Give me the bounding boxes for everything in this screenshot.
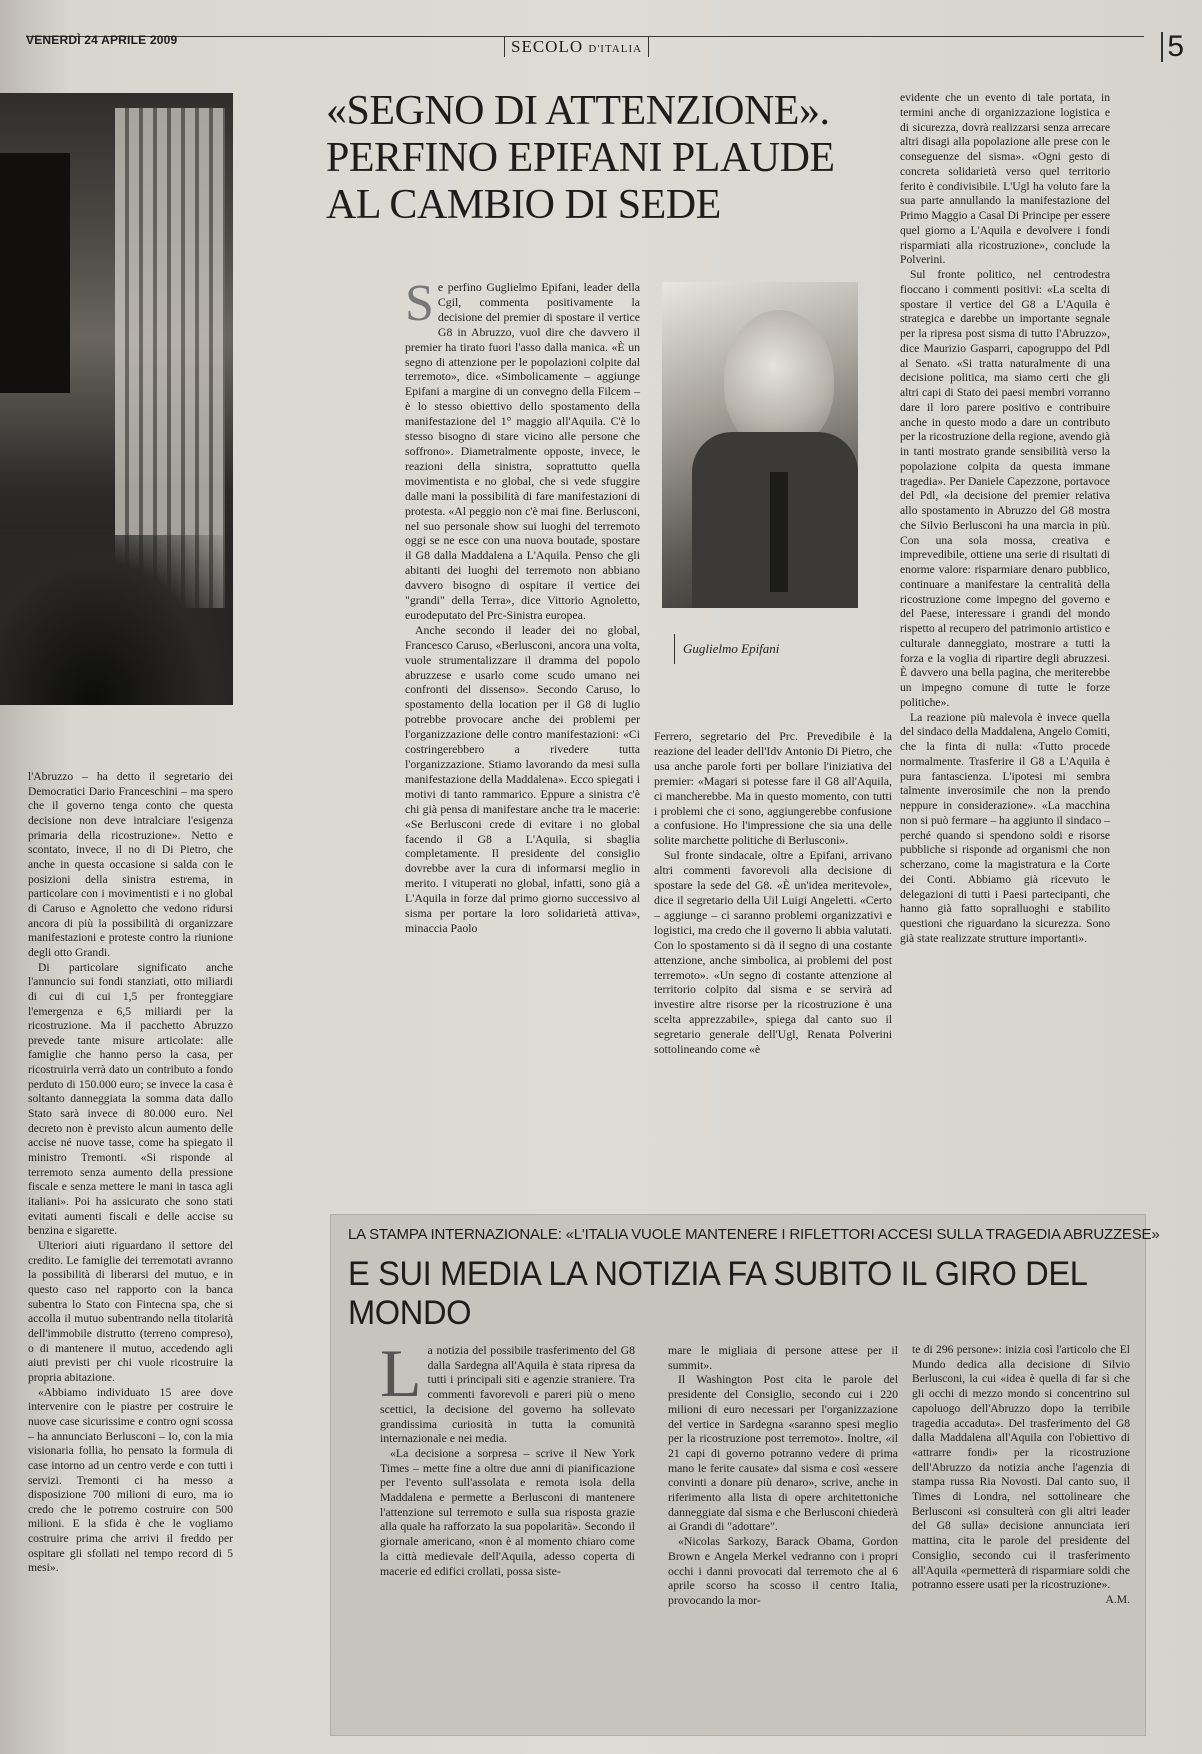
left-paragraph: Ulteriori aiuti riguardano il settore del credito. Le famiglie dei terremotati avranno la possibilità di liberarsi del mutuo, e in questo caso nel rapporto con la banca subentra lo Stato con Fintecna spa, che si accolla il mutuo subentrando nella titolarità dell'immobile distrutto (terreno compreso), o di mantenere il mutuo, accedendo agli aiuti previsti per chi vuole ricostruire la propria abitazione. [28, 1239, 233, 1384]
epifani-photo [662, 282, 858, 608]
crowd-flag-photo [0, 93, 233, 705]
sidebar-paragraph-text: a notizia del possibile trasferimento del G8 dalla Sardegna all'Aquila è stata ripresa da tutti i principali siti e agenzie straniere. Tra commenti favorevoli e pareri più o meno scettici, la decisione del governo ha sollevato grandissima curiosità in tutta la comunità internazionale e nei media. [380, 1343, 635, 1446]
photo-tie-shape [770, 472, 788, 592]
sidebar-paragraph: Il Washington Post cita le parole del presidente del Consiglio, secondo cui i 220 milioni di euro necessari per l'organizzazione del vertice in Sardegna «saranno spesi meglio per la ricostruzione post terremoto». Inoltre, «il 21 capi di governo potranno vedere di prima mano le ferite causate» dal sisma e così «essere convinti a donare più denaro», scrive, anche in riferimento alla lista di opere architettoniche danneggiate dal sisma e che Berlusconi chiederà ai Grandi di "adottare". [668, 1372, 898, 1534]
flag-shape [0, 153, 70, 393]
newspaper-name-suffix: D'ITALIA [588, 43, 643, 55]
sidebar-paragraph: mare le migliaia di persone attese per il summit». [668, 1343, 898, 1372]
sidebar-title: E SUI MEDIA LA NOTIZIA FA SUBITO IL GIRO DEL MONDO [348, 1255, 1087, 1332]
sidebar-paragraph: «La decisione a sorpresa – scrive il New York Times – mette fine a oltre due anni di pianificazione per l'evento sull'assolata e remota isola della Maddalena e permette a Berlusconi di mantenere l'attenzione sul terremoto e sulla sua risposta grazie alla quale ha rafforzato la sua popolarità». Secondo il giornale americano, «non è al momento chiaro come la città medievale dell'Aquila, adesso coperta di macerie ed edifici crollati, possa siste- [380, 1445, 635, 1578]
photo-head-shape [724, 310, 834, 450]
left-paragraph: l'Abruzzo – ha detto il segretario dei Democratici Dario Franceschini – ma spero che il governo tenga conto che questa decisione non deve intralciare l'esigenza primaria della ricostruzione». Netto e scontato, invece, il no di Di Pietro, che anche in questa occasione si salda con le posizioni della sinistra estrema, in particolare con i movimentisti e i no global di Caruso e Agnoletto che vedono ridursi ancora di più la possibilità di organizzare manifestazioni e proteste contro la riunione degli otto Grandi. [28, 770, 233, 959]
crowd-shape [0, 535, 233, 705]
article-column-3 [654, 729, 892, 1057]
sidebar-column-3 [912, 1343, 1130, 1608]
sidebar-column-2 [668, 1343, 898, 1608]
drop-cap: S [405, 275, 434, 332]
photo-caption: Guglielmo Epifani [674, 634, 779, 664]
article-paragraph: Ferrero, segretario del Prc. Prevedibile è la reazione del leader dell'Idv Antonio Di Pietro, che usa anche parole forti per bollare l'iniziativa del premier: «Magari si potesse fare il G8 all'Aquila, ci mancherebbe. Ma in questo momento, con tutti i problemi che ci sono, aggiungerebbe confusione a confusione. Ho l'impressione che sia una delle solite marchette politiche di Berlusconi». [654, 729, 892, 848]
sidebar-kicker: LA STAMPA INTERNAZIONALE: «L'ITALIA VUOLE MANTENERE I RIFLETTORI ACCESI SULLA TRAGEDIA ABRUZZESE» [348, 1226, 1160, 1243]
sidebar-column-1 [380, 1335, 635, 1578]
masthead [26, 28, 1184, 63]
article-paragraph: evidente che un evento di tale portata, in termini anche di organizzazione logistica e di sicurezza, dovrà realizzarsi senza arrecare altri disagi alla popolazione alle prese con le conseguenze del sisma». «Ogni gesto di concreta solidarietà verso quel territorio ferito è condivisibile. L'Ugl ha voluto fare la sua parte annullando la manifestazione del Primo Maggio a Casal Di Principe per essere quel giorno a L'Aquila e devolvere i fondi risparmiati alla ricostruzione», conclude la Polverini. [900, 91, 1110, 267]
article-paragraph-text: e perfino Guglielmo Epifani, leader della Cgil, commenta positivamente la decisione del premier di spostare il vertice G8 in Abruzzo, vuol dire che davvero il premier ha tirato fuori l'asso dalla manica. «È un segno di attenzione per le popolazioni colpite dal terremoto», dice. «Simbolicamente – aggiunge Epifani a margine di un convegno della Filcem – è lo stesso obiettivo dello spostamento della manifestazione del 1° maggio all'Aquila. C'è lo stesso bisogno di stare vicino alle persone che soffrono». Diametralmente opposte, invece, le reazioni della sinistra, soprattutto quella movimentista e no global, che si vede sfuggire dalle mani la possibilità di fare manifestazioni di protesta. «Al peggio non c'è mai fine. Berlusconi, nel suo personale show sui luoghi del terremoto oggi se ne esce con una nuova boutade, spostare il G8 dalla Maddalena a L'Aquila. Penso che gli abitanti dei luoghi del terremoto non abbiano davvero bisogno di ospitare il vertice dei "grandi" della Terra», dice Vittorio Agnoletto, eurodeputato del Prc-Sinistra europea. [405, 280, 640, 622]
page-number: 5 [1161, 32, 1184, 62]
article-column-4 [900, 91, 1110, 947]
article-paragraph: La reazione più malevola è invece quella del sindaco della Maddalena, Angelo Comiti, che la finta di nulla: «Tutto procede normalmente. Trasferire il G8 a L'Aquila è pura fantascienza. L'ipotesi mi sembra talmente inverosimile che non la prendo neppure in considerazione». «La macchina non si può fermare – ha aggiunto il sindaco – perché quando si spendono soldi e risorse pubbliche si risponde ad organismi che non scherzano, come la magistratura e la Corte dei Conti. Abbiamo già ricevuto le delegazioni di tutti i Paesi partecipanti, che hanno già fatto sopralluoghi e stabilito questioni che riguardano la sicurezza. Sono già state realizzate strutture importanti». [900, 710, 1110, 945]
article-paragraph [405, 275, 640, 623]
article-paragraph: Sul fronte politico, nel centrodestra fioccano i commenti positivi: «La scelta di spostare il vertice del G8 a L'Aquila è strategica e darebbe un importante segnale per la ripresa post sisma di tutto l'Abruzzo», dice Maurizio Gasparri, capogruppo del Pdl al Senato. «Si tratta naturalmente di una decisione politica, ma siamo certi che gli altri capi di Stato dei paesi membri vorranno dare il loro parere positivo e contribuire anche in questo modo a dare un contributo per la ricostruzione della regione, avendo già in tanti mostrato grande sensibilità verso la popolazione colpita da questa immane tragedia». Per Daniele Capezzone, portavoce del Pdl, «la decisione del premier relativa allo spostamento in Abruzzo del G8 mostra che Silvio Berlusconi ha una marcia in più. Con una sola mossa, creativa e imprevedibile, ottiene una serie di risultati di enorme valore: risparmiare denaro pubblico, continuare a manifestare la centralità della ricostruzione come impegno del governo e del Paese, interessare i grandi del mondo rispetto al recupero del patrimonio artistico e culturale danneggiato, mostrare a tutti la forza e la voglia di ripartire degli abruzzesi. È davvero una bella pagina, che meriterebbe un impegno comune di tutte le forze politiche». [900, 268, 1110, 709]
article-column-2 [405, 275, 640, 936]
sidebar-signature: A.M. [1105, 1592, 1130, 1606]
sidebar-paragraph [380, 1335, 635, 1446]
article-paragraph: Sul fronte sindacale, oltre a Epifani, arrivano altri commenti favorevoli alla decisione di spostare la sede del G8. «È un'idea meritevole», dice il segretario della Uil Luigi Angeletti. «Certo – aggiunge – ci saranno problemi organizzativi e logistici, ma credo che il governo li abbia valutati. Con lo spostamento si dà il segno di una costante attenzione, anche simbolica, ai problemi del post terremoto». «Un segno di costante attenzione al territorio colpito dal sisma e se servirà ad investire altre risorse per la ricostruzione è una scelta apprezzabile», spiega dal canto suo il segretario generale dell'Ugl, Renata Polverini sottolineando come «è [654, 848, 892, 1057]
issue-date: VENERDÌ 24 APRILE 2009 [26, 33, 178, 47]
left-paragraph: Di particolare significato anche l'annuncio sui fondi stanziati, otto miliardi di cui di cui 1,5 per fronteggiare l'emergenza e 6,5 miliardi per la ricostruzione. Ma il pacchetto Abruzzo prevede tante misure articolate: alle famiglie che hanno perso la casa, per ricostruirla verrà dato un contributo a fondo perduto di 150.000 euro; se invece la casa è soltanto danneggiata la somma data dallo Stato sarà invece di 80.000 euro. Nel decreto non è previsto alcun aumento delle accise né nuove tasse, come ha spiegato il ministro Tremonti. «Si risponde al terremoto senza aumento della pressione fiscale e senza mettere le mani in tasca agli italiani». Poi ha assicurato che sono stati evitati aumenti fiscali e delle accise su benzina e sigarette. [28, 960, 233, 1238]
article-paragraph: Anche secondo il leader dei no global, Francesco Caruso, «Berlusconi, ancora una volta, vuole strumentalizzare il dramma del popolo abruzzese e usarlo come scudo umano nei confronti del dissenso». Secondo Caruso, lo spostamento della location per il G8 di luglio potrebbe provocare anche dei problemi per l'organizzazione delle contro manifestazioni: «Ci costringerebbero a rivedere tutta l'organizzazione. Stiamo lavorando da mesi sulla manifestazione della Maddalena». Ecco spiegati i motivi di tanto rammarico. Eppure a sinistra c'è chi già pensa di manifestare anche tra le macerie: «Se Berlusconi crede di evitare i no global facendo il G8 a L'Aquila, si sbaglia completamente. Il presidente del consiglio dovrebbe aver la cura di informarsi meglio in merito. I vituperati no global, infatti, sono già a L'Aquila in forze dal primo giorno successivo al sisma per portare la loro solidarietà attiva», minaccia Paolo [405, 622, 640, 935]
newspaper-name [504, 37, 649, 57]
left-column [28, 770, 233, 1576]
left-paragraph: «Abbiamo individuato 15 aree dove intervenire con le piastre per costruire le nuove case sicurissime e contro ogni scossa – ha annunciato Berlusconi – Io, con la mia visionaria follia, ho pensato la formula di case intorno ad un centro verde e con tutti i servizi. Tremonti ci ha messo a disposizione 700 milioni di euro, ma io credo che le potremo costruire con 500 milioni. E la sfida è che le vogliamo costruire prima che arrivi il freddo per ospitare gli sfollati nel tempo record di 5 mesi». [28, 1385, 233, 1575]
window-shape [115, 108, 225, 608]
article-headline: «SEGNO DI ATTENZIONE». PERFINO EPIFANI PLAUDE AL CAMBIO DI SEDE [326, 88, 835, 228]
sidebar-paragraph: «Nicolas Sarkozy, Barack Obama, Gordon Brown e Angela Merkel vedranno con i propri occhi i danni provocati dal terremoto che al 6 aprile scorso ha scosso il centro Italia, provocando la mor- [668, 1534, 898, 1607]
sidebar-paragraph: te di 296 persone»: inizia così l'articolo che El Mundo dedica alla decisione di Silvio Berlusconi, la cui «idea è quella di far sì che gli occhi di mezzo mondo si concentrino sul capoluogo dell'Abruzzo dopo la terribile tragedia accaduta». Del trasferimento del G8 dalla Maddalena all'Aquila con l'obiettivo di «attrarre fondi» per la ricostruzione dell'Abruzzo da notizia anche l'agenzia di stampa russa Ria Novosti. Dal canto suo, il Times di Londra, nel sottolineare che Berlusconi «si consulterà con gli altri leader del G8 sulla» decisione annunciata ieri mattina, cita le parole del presidente del Consiglio, secondo cui il trasferimento all'Aquila «permetterà di risparmiare soldi che potranno essere usati per la ricostruzione». [912, 1343, 1130, 1592]
newspaper-name-main: SECOLO [511, 37, 584, 56]
sidebar-drop-cap: L [380, 1335, 422, 1411]
